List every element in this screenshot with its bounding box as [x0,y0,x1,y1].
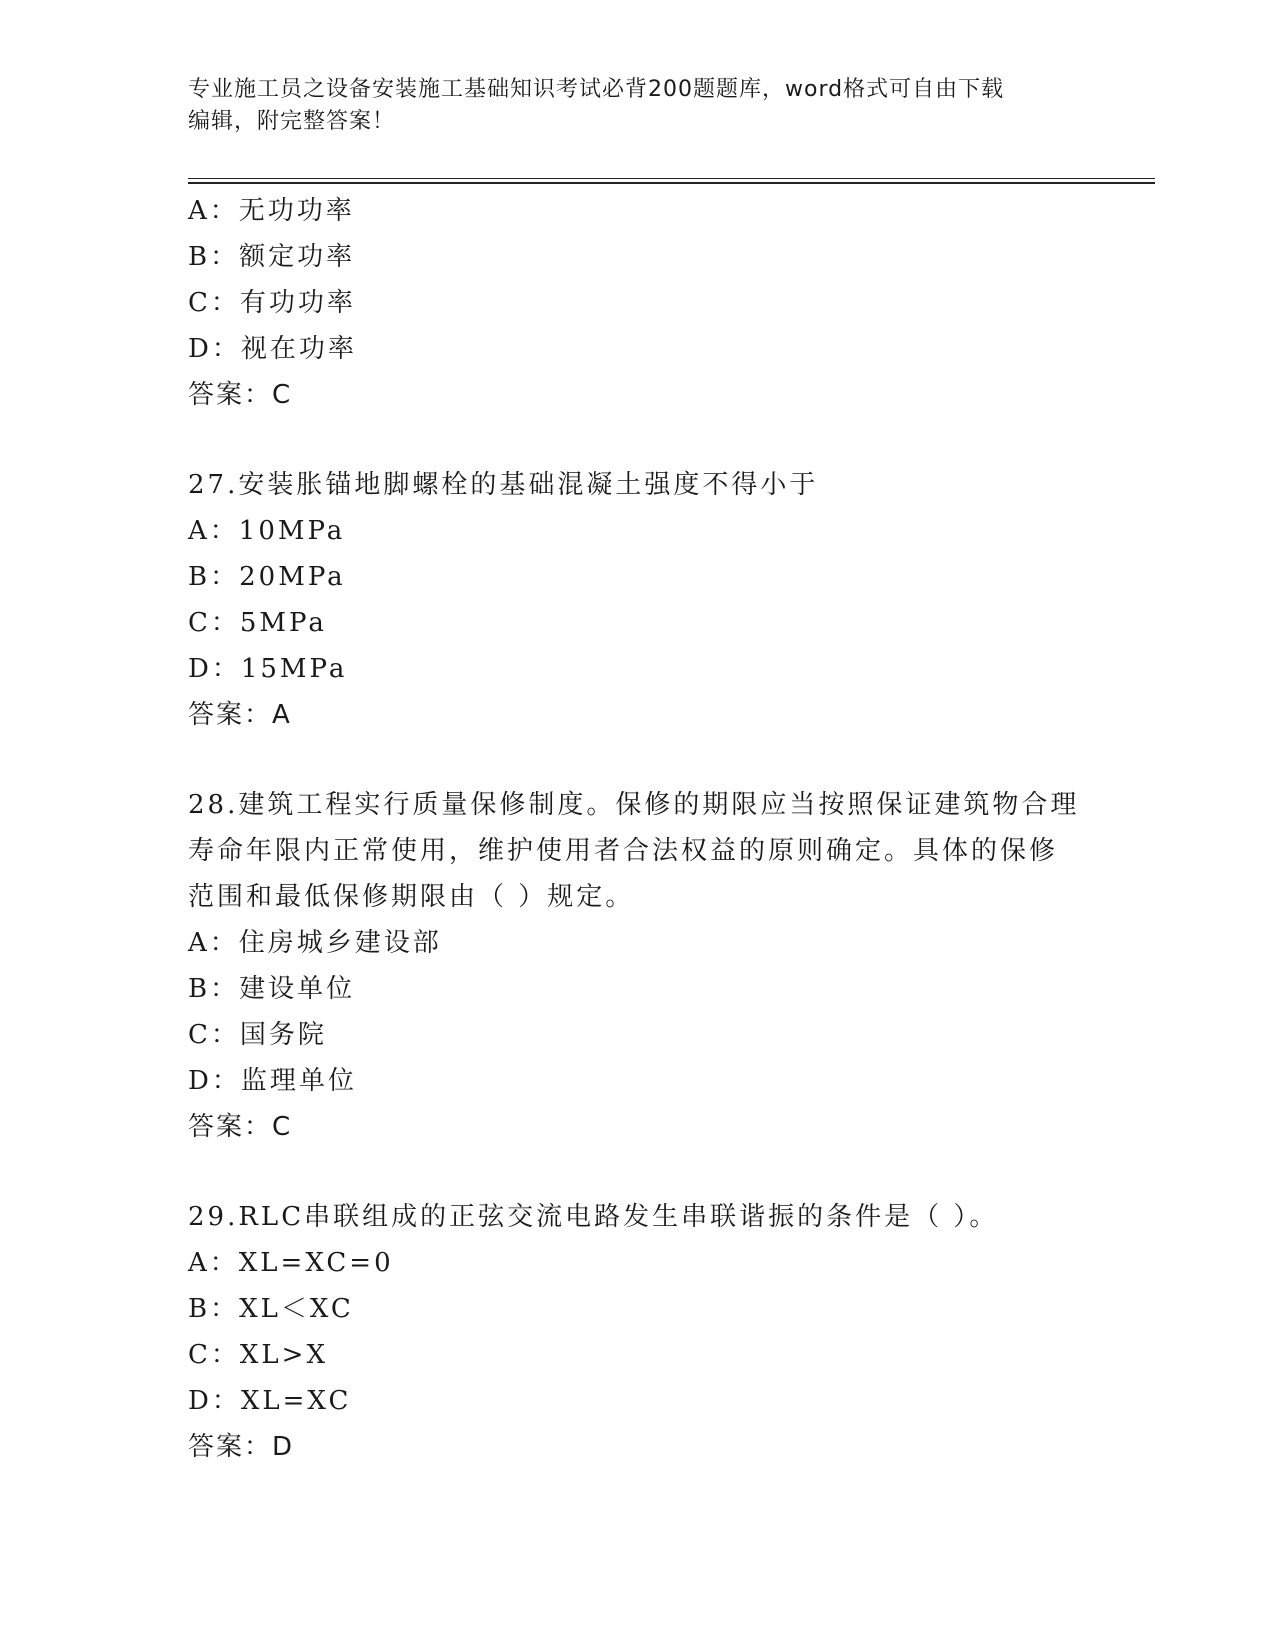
option-d: D：监理单位 [188,1066,357,1096]
question-29 [188,1194,1088,1470]
header-line-1: 专业施工员之设备安装施工基础知识考试必背200题题库，word格式可自由下载 [188,77,1005,102]
option-b: B：建设单位 [188,974,356,1004]
option-b: B：20MPa [188,562,346,592]
question-gap [188,1150,1088,1194]
header-line-2: 编辑，附完整答案！ [188,109,396,134]
question-27 [188,462,1088,738]
option-d: D：XL=XC [188,1386,352,1416]
question-stem: 27.安装胀锚地脚螺栓的基础混凝土强度不得小于 [188,470,819,500]
question-26 [188,188,1088,418]
answer-line: 答案：C [188,1112,293,1142]
option-a: A：无功功率 [188,196,355,226]
header-divider-thin [188,178,1155,179]
question-stem: 29.RLC串联组成的正弦交流电路发生串联谐振的条件是（ ）。 [188,1202,999,1232]
option-c: C：国务院 [188,1020,327,1050]
question-gap [188,738,1088,782]
option-a: A：10MPa [188,516,346,546]
question-28 [188,782,1088,1150]
header-divider-thick [188,182,1155,184]
option-a: A：XL=XC=0 [188,1248,394,1278]
question-stem-line-3: 范围和最低保修期限由（ ）规定。 [188,882,635,912]
option-c: C：有功功率 [188,288,356,318]
question-stem-line-1: 28.建筑工程实行质量保修制度。保修的期限应当按照保证建筑物合理 [188,790,1080,820]
option-d: D：视在功率 [188,334,357,364]
answer-line: 答案：D [188,1432,295,1462]
question-stem-line-2: 寿命年限内正常使用，维护使用者合法权益的原则确定。具体的保修 [188,836,1059,866]
question-gap [188,418,1088,462]
option-a: A：住房城乡建设部 [188,928,442,958]
option-b: B：XL＜XC [188,1294,354,1324]
answer-line: 答案：A [188,700,292,730]
question-list [188,188,1088,1470]
option-d: D：15MPa [188,654,348,684]
option-c: C：XL>X [188,1340,328,1370]
option-c: C：5MPa [188,608,327,638]
option-b: B：额定功率 [188,242,356,272]
answer-line: 答案：C [188,380,293,410]
document-header [188,74,1068,138]
